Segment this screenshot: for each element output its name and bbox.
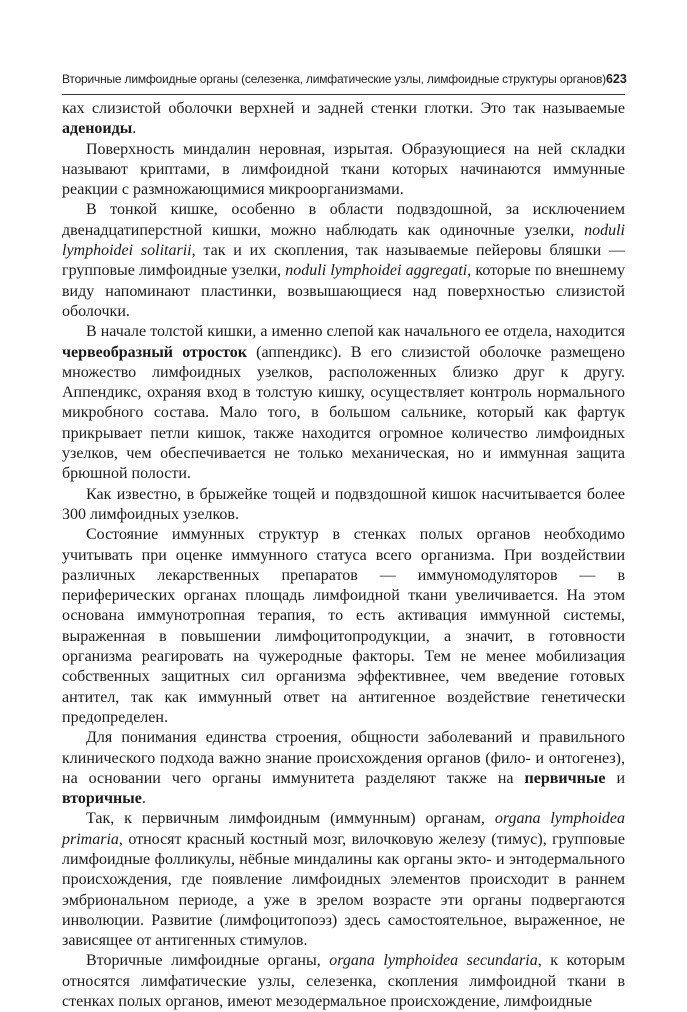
paragraph-2 bbox=[62, 140, 625, 201]
paragraph-text: Для понимания единства строения, общности заболеваний и правильного клинического подхода важно знание происхождения органов (фило- и онтогенез), на основании чего органы иммунитета разделяют также на bbox=[62, 729, 625, 787]
page-number: 623 bbox=[605, 72, 627, 86]
paragraph-text: В начале толстой кишки, а именно слепой как начального ее отдела, находится bbox=[86, 323, 625, 341]
term-primary: первичные bbox=[524, 769, 606, 787]
paragraph-text: , которые по внешнему виду напоминают пластинки, возвышающиеся над поверхностью слизистой оболочки. bbox=[62, 262, 626, 320]
paragraph-9 bbox=[62, 951, 625, 1012]
latin-term: organa lymphoidea secundaria bbox=[329, 952, 538, 970]
term-adenoids: аденоиды bbox=[62, 120, 133, 138]
paragraph-text: , к которым относятся лимфатические узлы, селезенка, скопления лимфоидной ткани в стенках полых органов, имеют мезодермальное происхождение, лимфоидные bbox=[62, 952, 626, 1011]
paragraph-5 bbox=[62, 485, 625, 526]
term-secondary: вторичные bbox=[62, 790, 142, 808]
paragraph-text: , относят красный костный мозг, вилочковую железу (тимус), групповые лимфоидные фолликулы, нёбные миндалины как органы экто- и энтодермального происхождения, где появление лимфоидных элементов происходит в раннем эмбриональном периоде, а уже в зрелом возрасте эти органы подвергаются инволюции. Развитие (лимфоцитопоэз) здесь самостоятельное, выраженное, не зависящее от антигенных стимулов. bbox=[62, 830, 625, 950]
paragraph-3 bbox=[62, 200, 625, 322]
term-appendix: червеобразный отросток bbox=[62, 343, 247, 361]
paragraph-text: Вторичные лимфоидные органы, bbox=[86, 952, 330, 970]
paragraph-7 bbox=[62, 728, 625, 809]
body-text bbox=[62, 99, 625, 1012]
paragraph-1 bbox=[62, 99, 625, 140]
paragraph-text: . bbox=[132, 120, 137, 138]
latin-term: noduli lymphoidei solitarii bbox=[62, 221, 625, 260]
paragraph-text: , так и их скопления, так называемые пейеровы бляшки — групповые лимфоидные узелки, bbox=[62, 242, 625, 280]
paragraph-text: Поверхность миндалин неровная, изрытая. Образующиеся на ней складки называют криптами, в лимфоидной ткани которых начинаются иммунные реакции с размножающимися микроорганизмами. bbox=[62, 140, 625, 199]
header-rule bbox=[62, 94, 625, 95]
paragraph-6 bbox=[62, 525, 625, 728]
latin-term: organa lymphoidea primaria bbox=[62, 810, 626, 848]
paragraph-text: и bbox=[605, 769, 626, 787]
paragraph-4 bbox=[62, 322, 625, 484]
latin-term: noduli lymphoidei aggregati bbox=[285, 262, 468, 280]
paragraph-text: . bbox=[141, 790, 146, 808]
paragraph-text: Так, к первичным лимфоидным (иммунным) органам, bbox=[86, 810, 495, 828]
running-header-title: Вторичные лимфоидные органы (селезенка, лимфатические узлы, лимфоидные структуры органов) bbox=[62, 72, 606, 86]
paragraph-text: Как известно, в брыжейке тощей и подвздошной кишок насчитывается более 300 лимфоидных узелков. bbox=[62, 485, 625, 523]
paragraph-text: (аппендикс). В его слизистой оболочке размещено множество лимфоидных узелков, расположенных близко друг к другу. Аппендикс, охраняя вход в толстую кишку, осуществляет контроль нормального микробного состава. Мало того, в большом сальнике, который как фартук прикрывает петли кишок, также находится огромное количество лимфоидных узелков, чем обеспечивается не только механическая, но и иммунная защита брюшной полости. bbox=[62, 343, 626, 483]
paragraph-text: Состояние иммунных структур в стенках полых органов необходимо учитывать при оценке иммунного статуса всего организма. При воздействии различных лекарственных препаратов — иммуномодуляторов — в периферических органах площадь лимфоидной ткани увеличивается. На этом основана иммунотропная терапия, то есть активация иммунной системы, выраженная в повышении лимфоцитопродукции, а значит, в готовности организма реагировать на чужеродные факторы. Тем не менее мобилизация собственных защитных сил организма эффективнее, чем введение готовых антител, так как иммунный ответ на антигенное воздействие генетически предопределен. bbox=[62, 526, 625, 726]
paragraph-text: В тонкой кишке, особенно в области подвздошной, за исключением двенадцатиперстной кишки, можно наблюдать как одиночные узелки, bbox=[62, 201, 625, 239]
running-header bbox=[62, 72, 625, 92]
paragraph-text: ках слизистой оболочки верхней и задней стенки глотки. Это так называемые bbox=[62, 100, 625, 117]
paragraph-8 bbox=[62, 809, 625, 951]
